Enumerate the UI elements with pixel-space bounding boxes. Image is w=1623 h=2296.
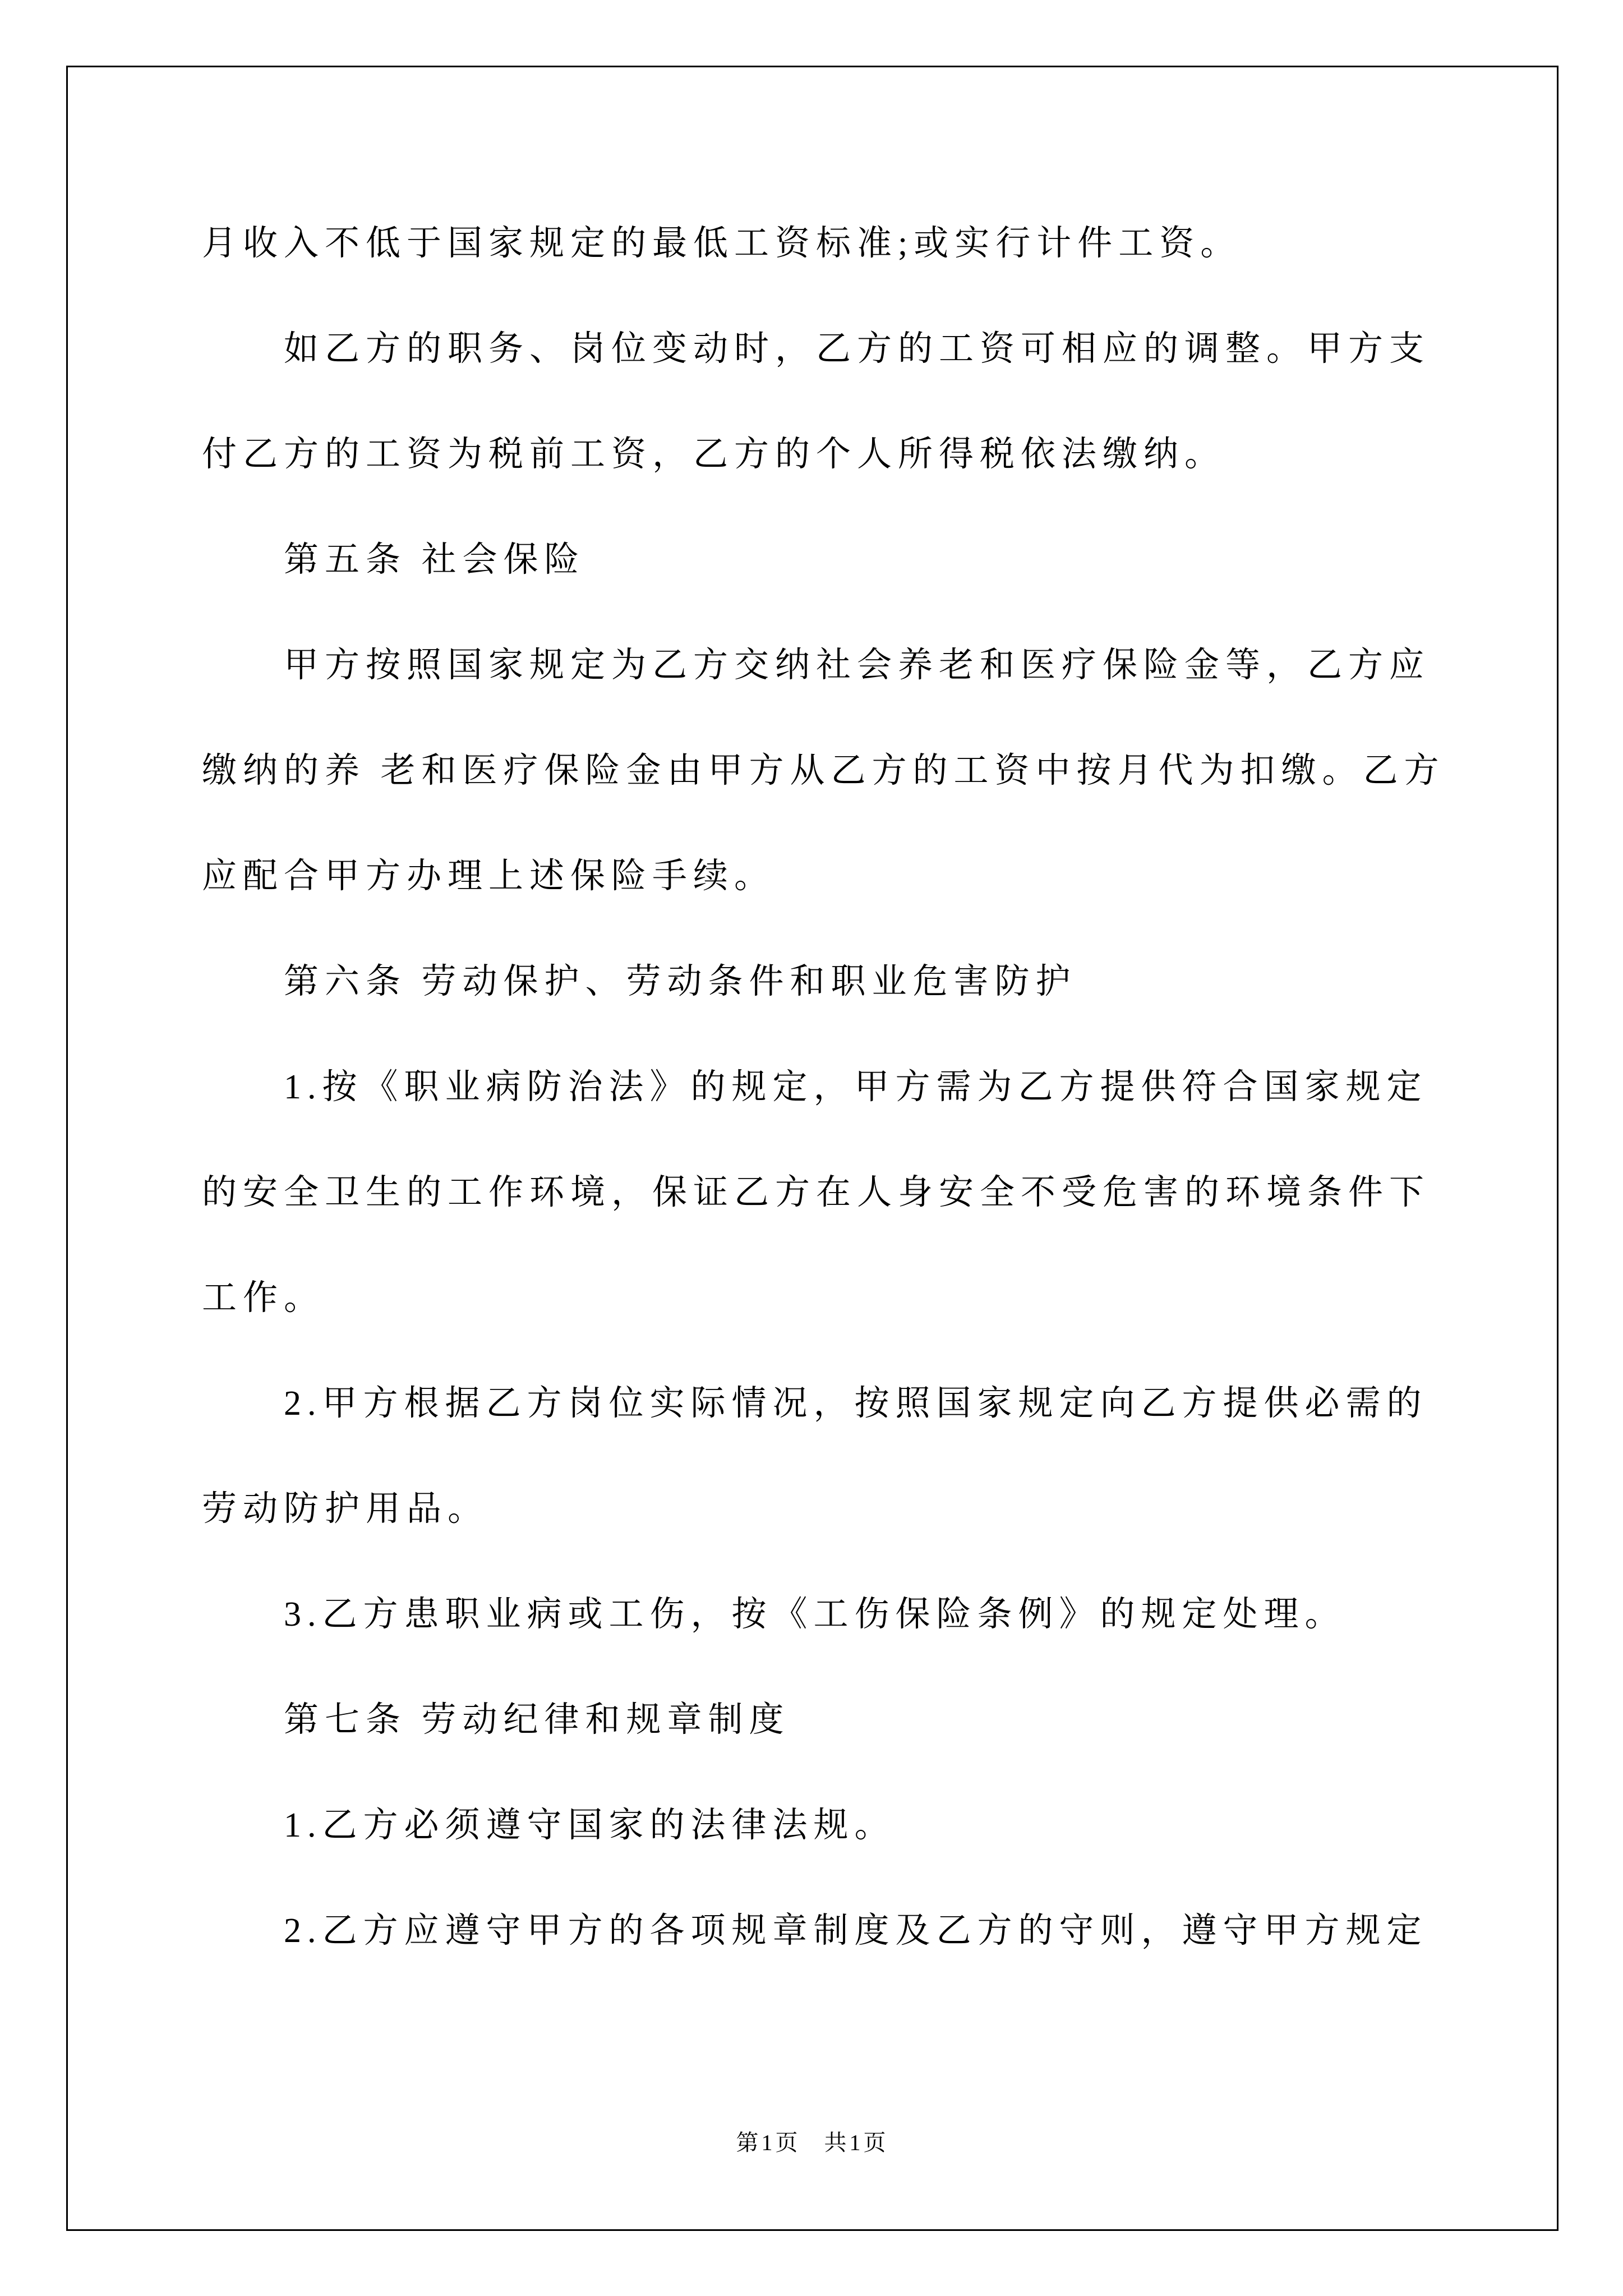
paragraph-line: 缴纳的养 老和医疗保险金由甲方从乙方的工资中按月代为扣缴。乙方 bbox=[202, 752, 1445, 790]
paragraph-line: 1.乙方必须遵守国家的法律法规。 bbox=[284, 1806, 896, 1844]
paragraph-line: 如乙方的职务、岗位变动时，乙方的工资可相应的调整。甲方支 bbox=[284, 330, 1431, 368]
paragraph-line: 甲方按照国家规定为乙方交纳社会养老和医疗保险金等，乙方应 bbox=[284, 646, 1431, 684]
paragraph-line: 劳动防护用品。 bbox=[202, 1490, 489, 1528]
section-heading: 第五条 社会保险 bbox=[284, 541, 585, 579]
page-total-label: 共1页 bbox=[824, 2130, 889, 2155]
paragraph-line: 3.乙方患职业病或工伤，按《工伤保险条例》的规定处理。 bbox=[284, 1595, 1346, 1634]
paragraph-line: 付乙方的工资为税前工资，乙方的个人所得税依法缴纳。 bbox=[202, 435, 1226, 473]
section-heading: 第六条 劳动保护、劳动条件和职业危害防护 bbox=[284, 963, 1077, 1001]
paragraph-line: 2.乙方应遵守甲方的各项规章制度及乙方的守则，遵守甲方规定 bbox=[284, 1912, 1428, 1950]
paragraph-line: 的安全卫生的工作环境，保证乙方在人身安全不受危害的环境条件下 bbox=[202, 1174, 1431, 1212]
paragraph-line: 月收入不低于国家规定的最低工资标准;或实行计件工资。 bbox=[202, 224, 1242, 263]
paragraph-line: 应配合甲方办理上述保险手续。 bbox=[202, 857, 776, 895]
paragraph-line: 2.甲方根据乙方岗位实际情况，按照国家规定向乙方提供必需的 bbox=[284, 1384, 1428, 1423]
paragraph-line: 工作。 bbox=[202, 1279, 325, 1317]
document-body bbox=[68, 67, 1557, 1984]
page-number-label: 第1页 bbox=[736, 2130, 801, 2155]
page-footer bbox=[68, 2125, 1557, 2157]
page-border-frame bbox=[66, 66, 1559, 2231]
paragraph-line: 1.按《职业病防治法》的规定，甲方需为乙方提供符合国家规定 bbox=[284, 1068, 1428, 1106]
section-heading: 第七条 劳动纪律和规章制度 bbox=[284, 1701, 790, 1739]
